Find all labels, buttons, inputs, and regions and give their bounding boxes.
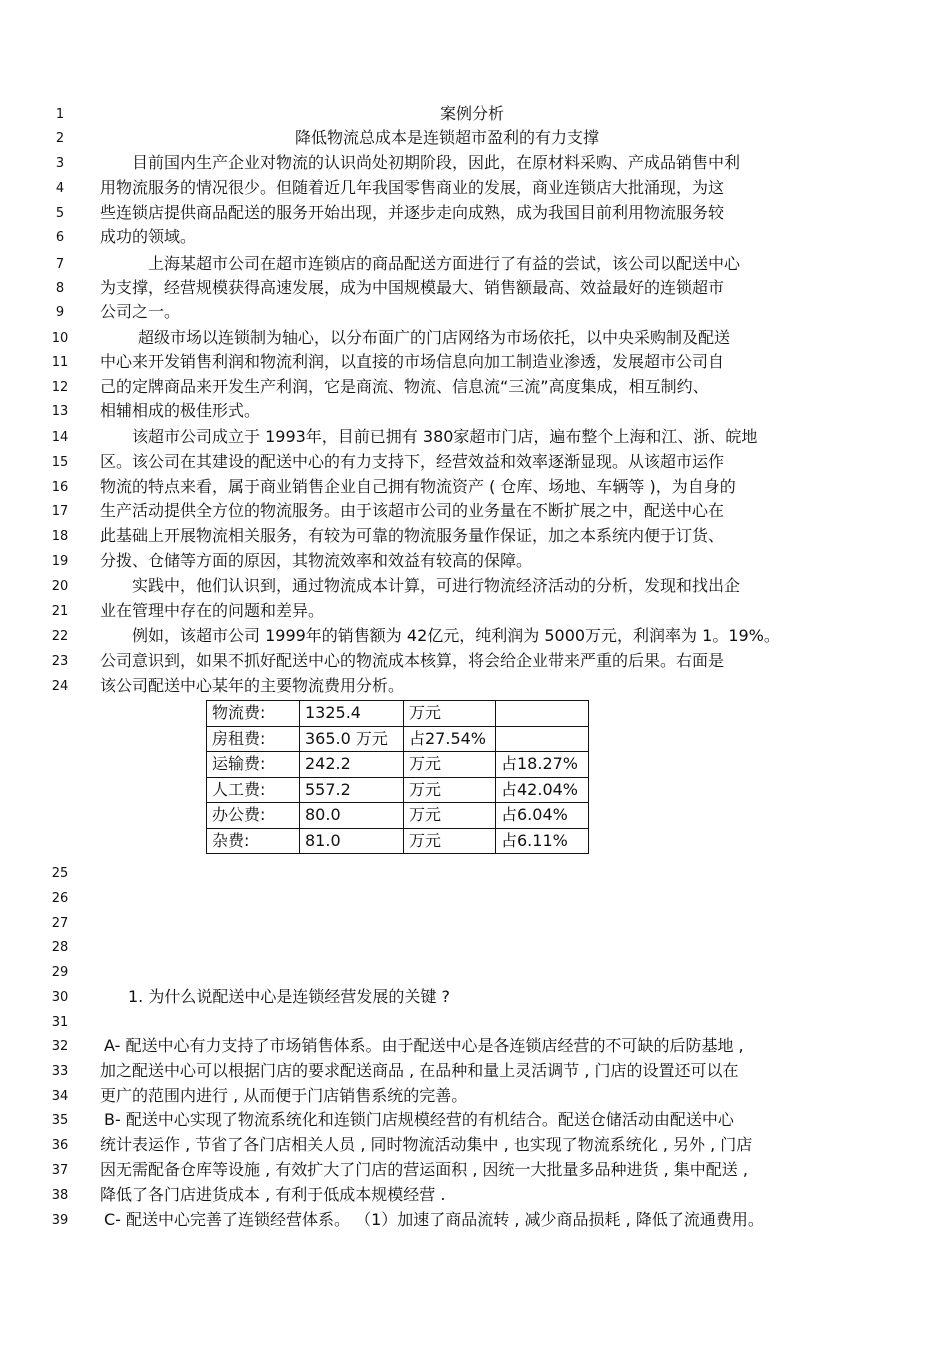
line-5 xyxy=(0,202,950,226)
table-cell: 万元 xyxy=(404,828,496,854)
line-number: 10 xyxy=(51,331,69,346)
body-text: 上海某超市公司在超市连锁店的商品配送方面进行了有益的尝试，该公司以配送中心 xyxy=(148,254,741,273)
table-row xyxy=(207,752,589,778)
table-cell: 房租费: xyxy=(207,726,300,752)
line-7 xyxy=(0,253,950,277)
line-number: 13 xyxy=(51,404,69,419)
line-number: 14 xyxy=(51,430,69,445)
body-text: 实践中，他们认识到，通过物流成本计算，可进行物流经济活动的分析，发现和找出企 xyxy=(132,576,741,595)
table-cell: 杂费: xyxy=(207,828,300,854)
line-number: 37 xyxy=(51,1163,69,1178)
line-19 xyxy=(0,550,950,574)
line-number: 27 xyxy=(51,916,69,931)
line-number: 25 xyxy=(51,866,69,881)
line-22 xyxy=(0,625,950,649)
table-cell: 运输费: xyxy=(207,752,300,778)
line-number: 18 xyxy=(51,529,69,544)
line-number: 1 xyxy=(55,107,65,122)
body-text: 相辅相成的极佳形式。 xyxy=(100,401,261,420)
table-row xyxy=(207,726,589,752)
line-number: 30 xyxy=(51,990,69,1005)
line-1 xyxy=(0,103,950,127)
table-cell: 占18.27% xyxy=(496,752,589,778)
line-2 xyxy=(0,127,950,151)
line-38 xyxy=(0,1184,950,1208)
line-number: 11 xyxy=(51,355,69,370)
line-32 xyxy=(0,1035,950,1059)
line-number: 23 xyxy=(51,654,69,669)
line-37 xyxy=(0,1159,950,1183)
line-6 xyxy=(0,226,950,250)
body-text: 例如，该超市公司 1999年的销售额为 42亿元，纯利润为 5000万元，利润率为 1。19%。 xyxy=(132,626,780,645)
cost-table xyxy=(206,700,589,854)
body-text: 目前国内生产企业对物流的认识尚处初期阶段，因此，在原材料采购、产成品销售中利 xyxy=(132,153,741,172)
answer-text: 更广的范围内进行 , 从而便于门店销售系统的完善。 xyxy=(100,1086,468,1105)
table-cell: 81.0 xyxy=(300,828,404,854)
question-text: 1. 为什么说配送中心是连锁经营发展的关键 ? xyxy=(128,987,450,1006)
line-number: 28 xyxy=(51,940,69,955)
answer-text: 统计表运作 , 节省了各门店相关人员 , 同时物流活动集中 , 也实现了物流系统化 , 另外 , 门店 xyxy=(100,1135,753,1154)
line-number: 12 xyxy=(51,380,69,395)
line-36 xyxy=(0,1134,950,1158)
line-number: 2 xyxy=(55,131,65,146)
answer-text: 加之配送中心可以根据门店的要求配送商品 , 在品种和量上灵活调节 , 门店的设置还可以在 xyxy=(100,1061,739,1080)
answer-text: C- 配送中心完善了连锁经营体系。 （1）加速了商品流转 , 减少商品损耗 , 降低了流通费用。 xyxy=(104,1210,764,1229)
table-cell: 占6.11% xyxy=(496,828,589,854)
body-text: 公司之一。 xyxy=(100,302,181,321)
line-30 xyxy=(0,986,950,1010)
line-4 xyxy=(0,177,950,201)
line-number: 3 xyxy=(55,156,65,171)
table-cell: 557.2 xyxy=(300,777,404,803)
line-33 xyxy=(0,1060,950,1084)
table-cell: 万元 xyxy=(404,803,496,829)
line-25 xyxy=(0,862,950,886)
line-number: 31 xyxy=(51,1015,69,1030)
table-cell: 80.0 xyxy=(300,803,404,829)
table-cell: 占42.04% xyxy=(496,777,589,803)
line-31 xyxy=(0,1011,950,1035)
line-number: 7 xyxy=(55,257,65,272)
line-28 xyxy=(0,936,950,960)
line-number: 38 xyxy=(51,1188,69,1203)
line-number: 9 xyxy=(55,305,65,320)
table-cell: 办公费: xyxy=(207,803,300,829)
line-number: 6 xyxy=(55,230,65,245)
line-number: 16 xyxy=(51,480,69,495)
line-11 xyxy=(0,351,950,375)
table-row xyxy=(207,701,589,727)
body-text: 用物流服务的情况很少。但随着近几年我国零售商业的发展，商业连锁店大批涌现，为这 xyxy=(100,178,725,197)
body-text: 生产活动提供全方位的物流服务。由于该超市公司的业务量在不断扩展之中，配送中心在 xyxy=(100,501,725,520)
body-text: 区。该公司在其建设的配送中心的有力支持下，经营效益和效率逐渐显现。从该超市运作 xyxy=(100,452,725,471)
line-39 xyxy=(0,1209,950,1233)
line-26 xyxy=(0,887,950,911)
line-number: 22 xyxy=(51,629,69,644)
table-row xyxy=(207,828,589,854)
table-row xyxy=(207,777,589,803)
line-number: 15 xyxy=(51,455,69,470)
body-text: 为支撑，经营规模获得高速发展，成为中国规模最大、销售额最高、效益最好的连锁超市 xyxy=(100,278,725,297)
line-number: 33 xyxy=(51,1064,69,1079)
answer-text: 降低了各门店进货成本 , 有利于低成本规模经营 . xyxy=(100,1185,446,1204)
line-number: 35 xyxy=(51,1113,69,1128)
line-34 xyxy=(0,1085,950,1109)
line-23 xyxy=(0,650,950,674)
line-35 xyxy=(0,1109,950,1133)
line-17 xyxy=(0,500,950,524)
line-21 xyxy=(0,600,950,624)
line-9 xyxy=(0,301,950,325)
line-number: 39 xyxy=(51,1213,69,1228)
line-24 xyxy=(0,675,950,699)
table-cell: 万元 xyxy=(404,701,496,727)
line-10 xyxy=(0,327,950,351)
body-text: 超级市场以连锁制为轴心，以分布面广的门店网络为市场依托，以中央采购制及配送 xyxy=(138,328,731,347)
line-number: 4 xyxy=(55,181,65,196)
line-number: 26 xyxy=(51,891,69,906)
table-cell: 365.0 万元 xyxy=(300,726,404,752)
line-14 xyxy=(0,426,950,450)
line-18 xyxy=(0,525,950,549)
line-15 xyxy=(0,451,950,475)
line-27 xyxy=(0,912,950,936)
body-text: 业在管理中存在的问题和差异。 xyxy=(100,601,325,620)
line-number: 32 xyxy=(51,1039,69,1054)
line-8 xyxy=(0,277,950,301)
line-number: 8 xyxy=(55,281,65,296)
answer-text: B- 配送中心实现了物流系统化和连锁门店规模经营的有机结合。配送仓储活动由配送中心 xyxy=(104,1110,734,1129)
answer-text: 因无需配备仓库等设施 , 有效扩大了门店的营运面积 , 因统一大批量多品种进货 , 集中配送 , xyxy=(100,1160,748,1179)
body-text: 此基础上开展物流相关服务，有较为可靠的物流服务量作保证，加之本系统内便于订货、 xyxy=(100,526,725,545)
table-cell: 万元 xyxy=(404,752,496,778)
line-number: 19 xyxy=(51,554,69,569)
line-number: 36 xyxy=(51,1138,69,1153)
body-text: 中心来开发销售利润和物流利润，以直接的市场信息向加工制造业渗透，发展超市公司自 xyxy=(100,352,725,371)
table-cell: 242.2 xyxy=(300,752,404,778)
line-number: 21 xyxy=(51,604,69,619)
line-20 xyxy=(0,575,950,599)
line-16 xyxy=(0,476,950,500)
table-cell: 占6.04% xyxy=(496,803,589,829)
document-title: 案例分析 xyxy=(440,104,505,123)
line-number: 34 xyxy=(51,1089,69,1104)
answer-text: A- 配送中心有力支持了市场销售体系。由于配送中心是各连锁店经营的不可缺的后防基地 , xyxy=(104,1036,744,1055)
line-number: 17 xyxy=(51,504,69,519)
body-text: 成功的领域。 xyxy=(100,227,197,246)
line-13 xyxy=(0,400,950,424)
table-row xyxy=(207,803,589,829)
table-cell: 占27.54% xyxy=(404,726,496,752)
document-subtitle: 降低物流总成本是连锁超市盈利的有力支撑 xyxy=(295,128,600,147)
table-cell xyxy=(496,726,589,752)
line-number: 29 xyxy=(51,965,69,980)
table-cell: 物流费: xyxy=(207,701,300,727)
line-3 xyxy=(0,152,950,176)
body-text: 该公司配送中心某年的主要物流费用分析。 xyxy=(100,676,405,695)
body-text: 公司意识到，如果不抓好配送中心的物流成本核算，将会给企业带来严重的后果。右面是 xyxy=(100,651,725,670)
body-text: 分拨、仓储等方面的原因，其物流效率和效益有较高的保障。 xyxy=(100,551,533,570)
table-cell: 人工费: xyxy=(207,777,300,803)
table-cell: 1325.4 xyxy=(300,701,404,727)
body-text: 该超市公司成立于 1993年，目前已拥有 380家超市门店，遍布整个上海和江、浙、皖地 xyxy=(132,427,758,446)
line-number: 24 xyxy=(51,679,69,694)
table-cell: 万元 xyxy=(404,777,496,803)
line-12 xyxy=(0,376,950,400)
line-29 xyxy=(0,961,950,985)
line-number: 5 xyxy=(55,206,65,221)
body-text: 物流的特点来看，属于商业销售企业自己拥有物流资产 ( 仓库、场地、车辆等 )，为自身的 xyxy=(100,477,736,496)
body-text: 些连锁店提供商品配送的服务开始出现，并逐步走向成熟，成为我国目前利用物流服务较 xyxy=(100,203,725,222)
table-cell xyxy=(496,701,589,727)
line-number: 20 xyxy=(51,579,69,594)
body-text: 己的定牌商品来开发生产利润，它是商流、物流、信息流“三流”高度集成，相互制约、 xyxy=(100,377,709,396)
